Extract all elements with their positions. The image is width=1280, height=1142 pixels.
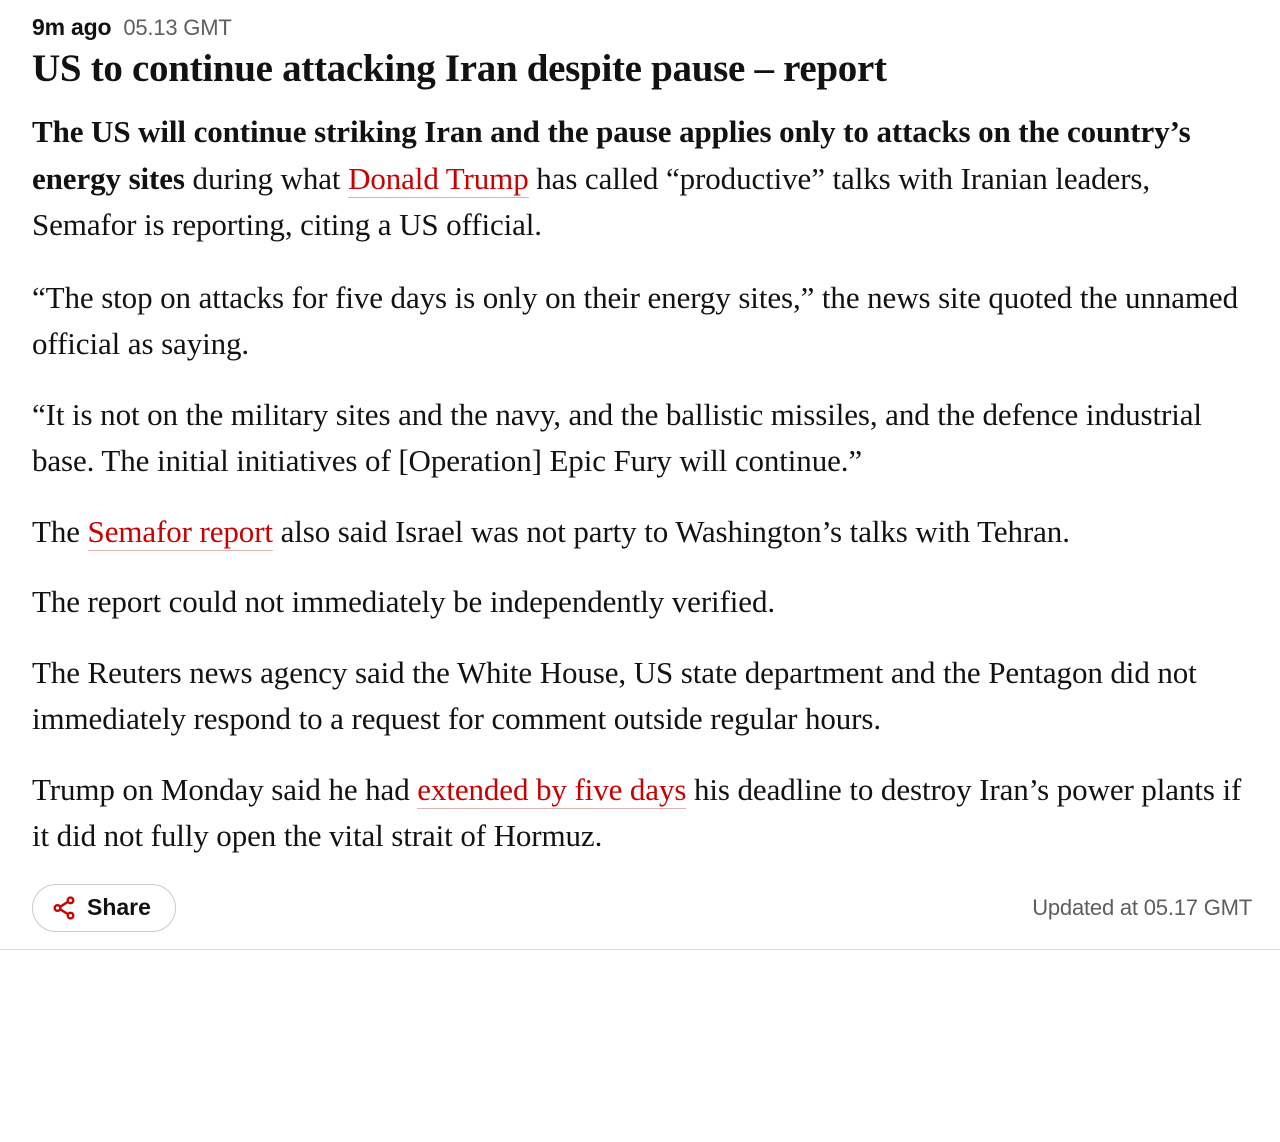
post-footer	[32, 884, 1252, 950]
paragraph-verification: The report could not immediately be independently verified.	[32, 584, 776, 619]
share-button[interactable]	[32, 884, 176, 932]
link-semafor-report[interactable]: Semafor report	[87, 513, 273, 549]
paragraph-reuters: The Reuters news agency said the White House, US state department and the Pentagon did not immediately respond to a request for comment outside regular hours.	[32, 654, 1197, 736]
paragraph-semafor	[32, 509, 1252, 556]
page-title: US to continue attacking Iran despite pause – report	[32, 47, 887, 90]
paragraph-quote-1: “The stop on attacks for five days is only on their energy sites,” the news site quoted the unnamed official as saying.	[32, 279, 1238, 361]
post-time-ago: 9m ago	[32, 14, 112, 40]
paragraph-quote-2: “It is not on the military sites and the navy, and the ballistic missiles, and the defence industrial base. The initial initiatives of [Operation] Epic Fury will continue.”	[32, 396, 1202, 478]
semafor-text-after: also said Israel was not party to Washington’s talks with Tehran.	[272, 513, 1070, 549]
lead-text-after-bold: during what	[184, 160, 349, 196]
lead-paragraph	[32, 109, 1252, 249]
link-extended-by-five-days[interactable]: extended by five days	[417, 771, 687, 807]
divider	[0, 949, 1280, 950]
trump-text-before: Trump on Monday said he had	[32, 771, 418, 807]
share-button-label: Share	[87, 894, 151, 920]
paragraph-trump-deadline	[32, 767, 1252, 860]
updated-timestamp: Updated at 05.17 GMT	[1032, 894, 1252, 920]
share-icon	[51, 895, 77, 921]
trump-text-after: his deadline to destroy Iran’s power plants if it did not fully open the vital strait of Hormuz.	[32, 771, 1242, 853]
post-timestamp: 05.13 GMT	[123, 15, 232, 40]
lead-text-after-link: has called “productive” talks with Iranian leaders, Semafor is reporting, citing a US official.	[32, 160, 1151, 242]
semafor-text-before: The	[32, 513, 88, 549]
link-donald-trump[interactable]: Donald Trump	[348, 160, 529, 196]
post-meta	[32, 14, 1252, 41]
lead-bold-text: The US will continue striking Iran and the pause applies only to attacks on the country’s energy sites	[32, 114, 1191, 196]
